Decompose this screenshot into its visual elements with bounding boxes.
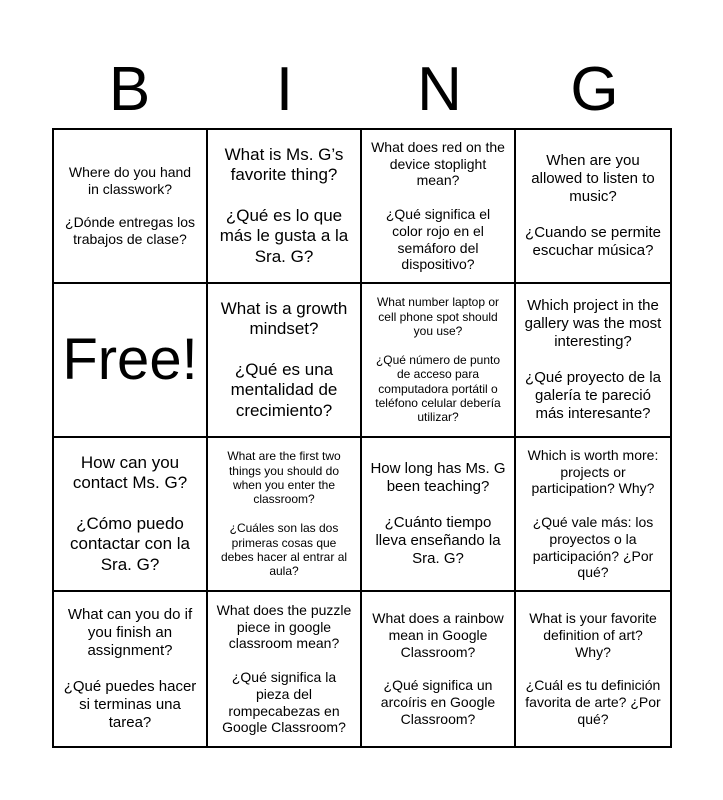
bingo-cell-r4c3[interactable]	[362, 592, 516, 746]
free-space-text: Free!	[62, 327, 198, 392]
bingo-cell-free[interactable]	[54, 284, 208, 438]
cell-text: Which project in the gallery was the most interesting? ¿Qué proyecto de la galería te pareció más interesante?	[524, 297, 662, 422]
bingo-cell-r1c4[interactable]	[516, 130, 670, 284]
bingo-cell-r3c3[interactable]	[362, 438, 516, 592]
cell-text: Which is worth more: projects or participation? Why? ¿Qué vale más: los proyectos o la participación? ¿Por qué?	[527, 446, 659, 581]
bingo-header	[52, 52, 672, 128]
cell-text: What is Ms. G’s favorite thing? ¿Qué es lo que más le gusta a la Sra. G?	[219, 144, 349, 266]
bingo-cell-r3c4[interactable]	[516, 438, 670, 592]
header-letter-n: N	[417, 55, 462, 124]
cell-text: What are the first two things you should do when you enter the classroom? ¿Cuáles son las dos primeras cosas que debes hacer al entrar al aula?	[220, 449, 348, 579]
header-letter-i: I	[275, 55, 294, 124]
cell-text: How can you contact Ms. G? ¿Cómo puedo contactar con la Sra. G?	[69, 452, 190, 574]
bingo-cell-r1c3[interactable]	[362, 130, 516, 284]
bingo-cell-r3c1[interactable]	[54, 438, 208, 592]
bingo-cell-r2c3[interactable]	[362, 284, 516, 438]
cell-text: What can you do if you finish an assignment? ¿Qué puedes hacer si terminas una tarea?	[63, 606, 197, 731]
header-letter-g: G	[570, 55, 619, 124]
cell-text: What number laptop or cell phone spot should you use? ¿Qué número de punto de acceso para computadora portátil o teléfono celular debería utilizar?	[375, 295, 501, 425]
bingo-cell-r4c2[interactable]	[208, 592, 362, 746]
bingo-cell-r1c2[interactable]	[208, 130, 362, 284]
cell-text: Where do you hand in classwork? ¿Dónde entregas los trabajos de clase?	[65, 164, 195, 248]
cell-text: How long has Ms. G been teaching? ¿Cuánto tiempo lleva enseñando la Sra. G?	[370, 460, 506, 567]
bingo-cell-r4c4[interactable]	[516, 592, 670, 746]
cell-text: What does the puzzle piece in google classroom mean? ¿Qué significa la pieza del rompecabezas en Google Classroom?	[216, 601, 352, 736]
bingo-cell-r3c2[interactable]	[208, 438, 362, 592]
bingo-cell-r4c1[interactable]	[54, 592, 208, 746]
cell-text: When are you allowed to listen to music? ¿Cuando se permite escuchar música?	[525, 152, 661, 259]
bingo-cell-r2c2[interactable]	[208, 284, 362, 438]
bingo-board	[52, 128, 672, 748]
bingo-cell-r1c1[interactable]	[54, 130, 208, 284]
bingo-cell-r2c4[interactable]	[516, 284, 670, 438]
cell-text: What does red on the device stoplight mean? ¿Qué significa el color rojo en el semáforo del dispositivo?	[371, 138, 505, 273]
header-letter-b: B	[108, 55, 151, 124]
cell-text: What does a rainbow mean in Google Classroom? ¿Qué significa un arcoíris en Google Classroom?	[372, 610, 504, 727]
cell-text: What is a growth mindset? ¿Qué es una mentalidad de crecimiento?	[220, 298, 348, 420]
cell-text: What is your favorite definition of art? Why? ¿Cuál es tu definición favorita de arte? ¿Por qué?	[525, 610, 661, 727]
